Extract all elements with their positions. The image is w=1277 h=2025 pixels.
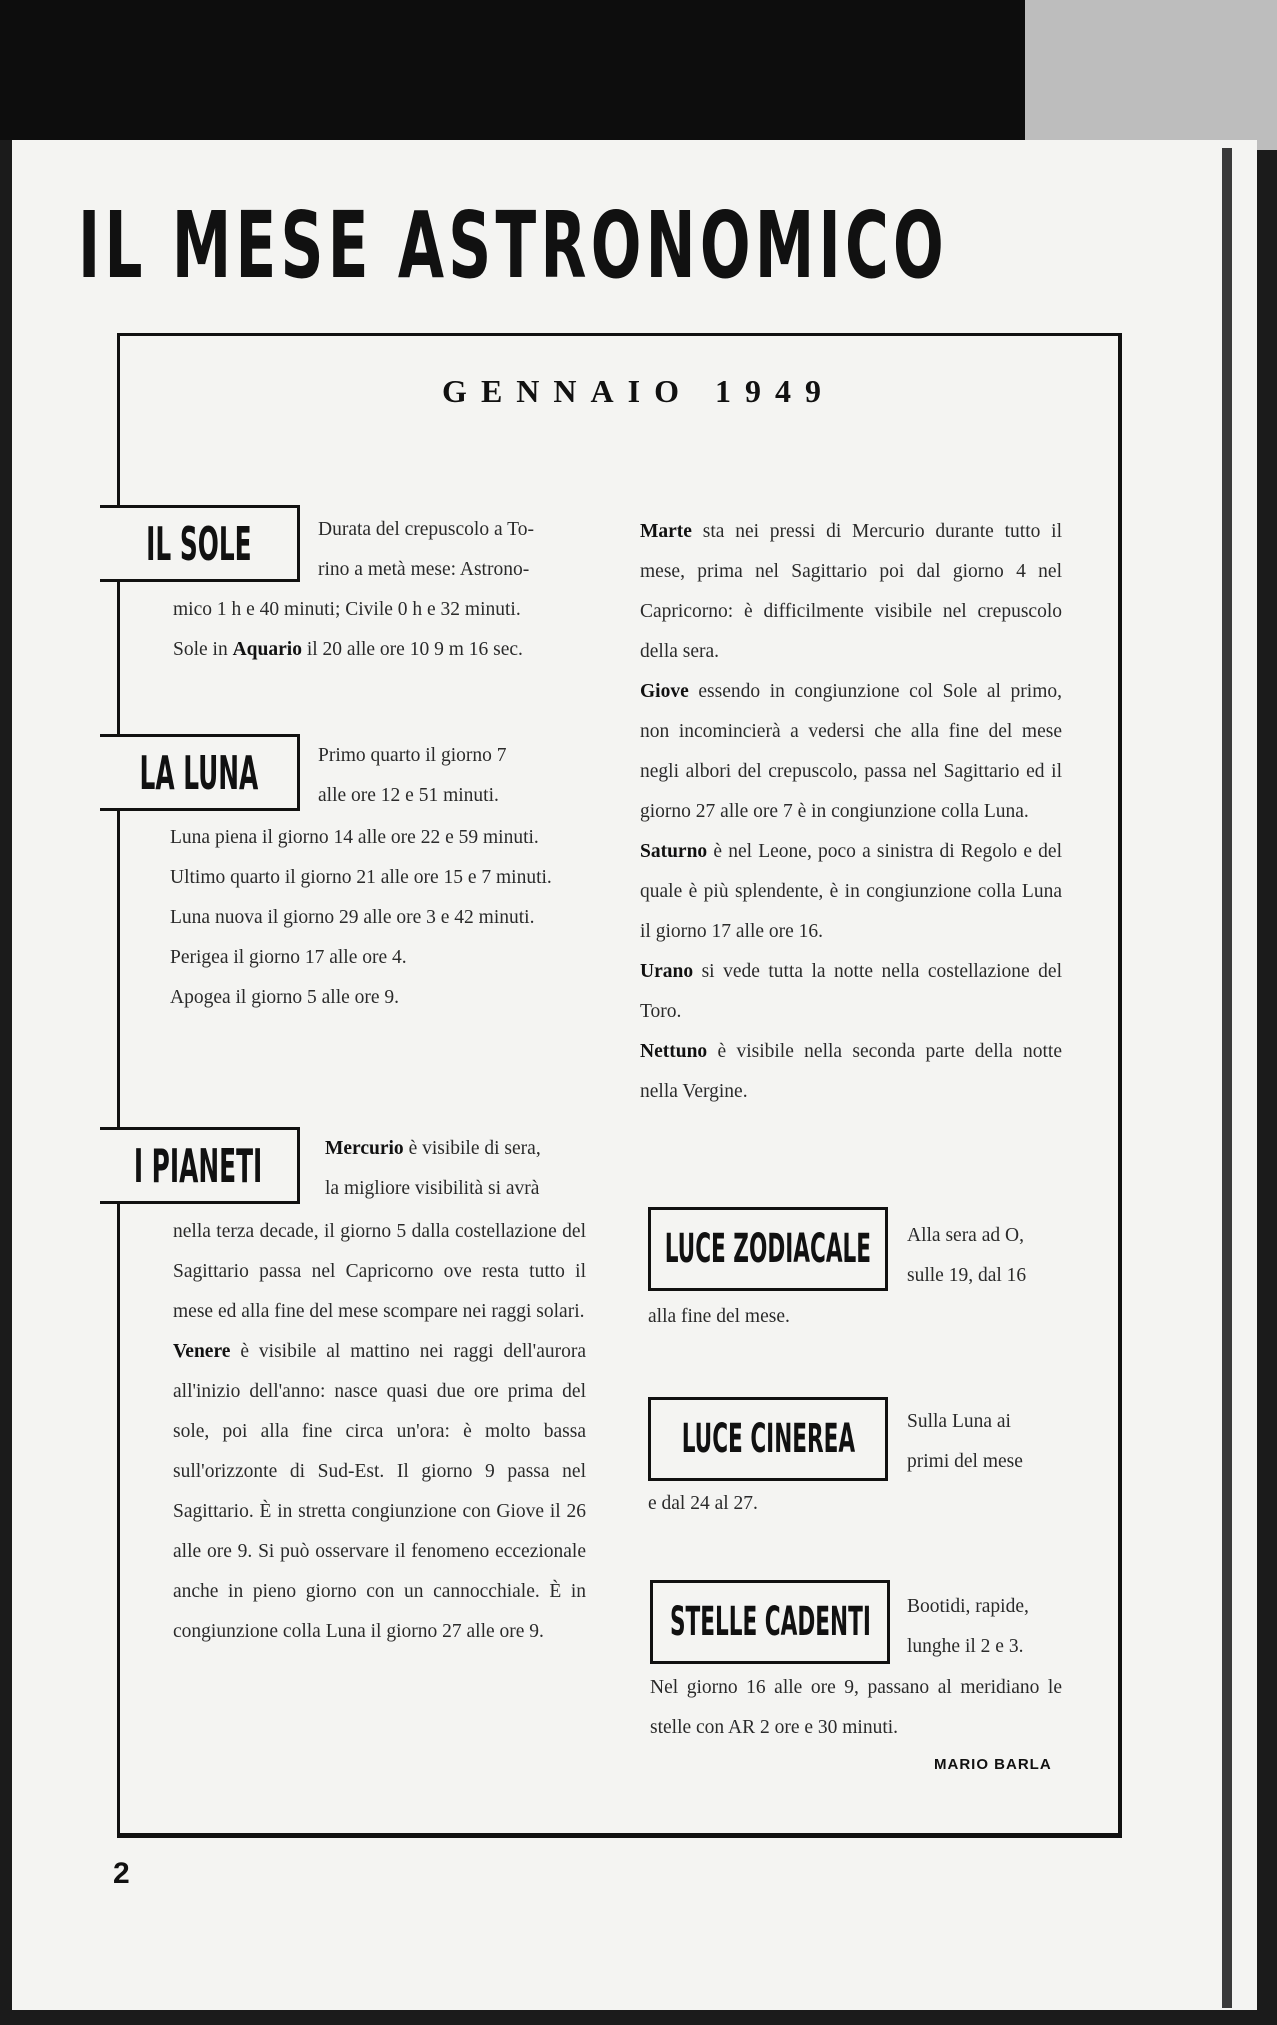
section-label-luna: LA LUNA [100,734,300,811]
luce-zodiacale-head-line-2: sulle 19, dal 16 [907,1265,1027,1286]
stelle-cadenti-head-line-2: lunghe il 2 e 3. [907,1636,1024,1657]
luna-line-4: Perigea il giorno 17 alle ore 4. [170,947,407,968]
luna-head-line-1: Primo quarto il giorno 7 [318,745,507,766]
mercurio-term: Mercurio [325,1138,404,1159]
luce-cinerea-head-text [907,1402,1062,1482]
luce-zodiacale-head-line-1: Alla sera ad O, [907,1225,1024,1246]
urano-term: Urano [640,961,694,982]
section-label-sole: IL SOLE [100,505,300,582]
author-signature: MARIO BARLA [934,1756,1052,1773]
nettuno-term: Nettuno [640,1041,708,1062]
saturno-paragraph: Saturno è nel Leone, poco a sinistra di Regolo e del quale è più splendente, è in congiunzione colla Luna il giorno 17 alle ore 16. [640,841,1062,942]
masthead-title: IL MESE ASTRONOMICO [78,192,948,299]
scan-top-border [0,0,1025,140]
section-label-luce-cinerea: LUCE CINEREA [648,1397,888,1481]
saturno-term: Saturno [640,841,708,862]
luna-line-3: Luna nuova il giorno 29 alle ore 3 e 42 minuti. [170,907,535,928]
giove-paragraph: Giove essendo in congiunzione col Sole al primo, non incomincierà a vedersi che alla fine del mese negli albori del crepuscolo, passa nel Sagittario ed il giorno 27 alle ore 7 è in congiunzione colla Luna. [640,681,1062,822]
section-label-luce-zodiacale: LUCE ZODIACALE [648,1207,888,1291]
sole-head-line-1: Durata del crepuscolo a To- [318,519,534,540]
aquario-term: Aquario [232,639,302,660]
luna-body-text [170,818,576,1018]
sole-head-line-2: rino a metà mese: Astrono- [318,559,530,580]
luna-head-text [318,736,576,816]
luna-head-line-2: alle ore 12 e 51 minuti. [318,785,499,806]
stelle-cadenti-head-line-1: Bootidi, rapide, [907,1596,1029,1617]
giove-term: Giove [640,681,689,702]
luna-line-2: Ultimo quarto il giorno 21 alle ore 15 e 7 minuti. [170,867,552,888]
venere-term: Venere [173,1341,231,1362]
section-label-pianeti: I PIANETI [100,1127,300,1204]
luce-cinerea-body: e dal 24 al 27. [648,1493,758,1514]
marte-term: Marte [640,521,692,542]
pianeti-left-column [173,1212,586,1652]
sole-body-text [173,590,576,670]
luce-zodiacale-head-text [907,1216,1062,1296]
mercurio-head-line-2: la migliore visibilità si avrà [325,1178,540,1199]
month-heading: GENNAIO 1949 [442,373,835,409]
luna-line-1: Luna piena il giorno 14 alle ore 22 e 59 minuti. [170,827,539,848]
mercurio-head-text: Mercurio è visibile di sera, la migliore visibilità si avrà [325,1129,593,1209]
stelle-cadenti-head-text [907,1587,1062,1667]
nettuno-paragraph: Nettuno è visibile nella seconda parte della notte nella Vergine. [640,1041,1062,1102]
stelle-cadenti-body: Nel giorno 16 alle ore 9, passano al meridiano le stelle con AR 2 ore e 30 minuti. [650,1677,1062,1738]
luce-cinerea-head-line-1: Sulla Luna ai [907,1411,1011,1432]
urano-paragraph: Urano si vede tutta la notte nella costellazione del Toro. [640,961,1062,1022]
venere-paragraph: Venere è visibile al mattino nei raggi dell'aurora all'inizio dell'anno: nasce quasi due ore prima del sole, poi alla fine circa un'ora: è molto bassa sull'orizzonte di Sud-Est. Il giorno 9 passa nel Sagittario. È in stretta congiunzione con Giove il 26 alle ore 9. Si può osservare il fenomeno eccezionale anche in pieno giorno con un cannocchiale. È in congiunzione colla Luna il giorno 27 alle ore 9. [173,1341,586,1642]
luce-zodiacale-body: alla fine del mese. [648,1306,790,1327]
luce-cinerea-head-line-2: primi del mese [907,1451,1023,1472]
marte-paragraph: Marte sta nei pressi di Mercurio durante tutto il mese, prima nel Sagittario poi dal giorno 4 nel Capricorno: è difficilmente visibile nel crepuscolo della sera. [640,521,1062,662]
sole-head-text [318,510,576,590]
mercurio-body: nella terza decade, il giorno 5 dalla costellazione del Sagittario passa nel Capricorno ove resta tutto il mese ed alla fine del mese scompare nei raggi solari. [173,1221,586,1322]
page-number: 2 [113,1857,130,1890]
scan-right-edge [1222,148,1232,2008]
sole-duration-line: mico 1 h e 40 minuti; Civile 0 h e 32 minuti. [173,599,521,620]
luna-line-5: Apogea il giorno 5 alle ore 9. [170,987,400,1008]
pianeti-right-column [640,512,1062,1112]
sole-aquario-line: Sole in Aquario il 20 alle ore 10 9 m 16 sec. [173,639,523,660]
section-label-stelle-cadenti: STELLE CADENTI [650,1580,890,1664]
scan-corner-margin [1025,0,1277,150]
